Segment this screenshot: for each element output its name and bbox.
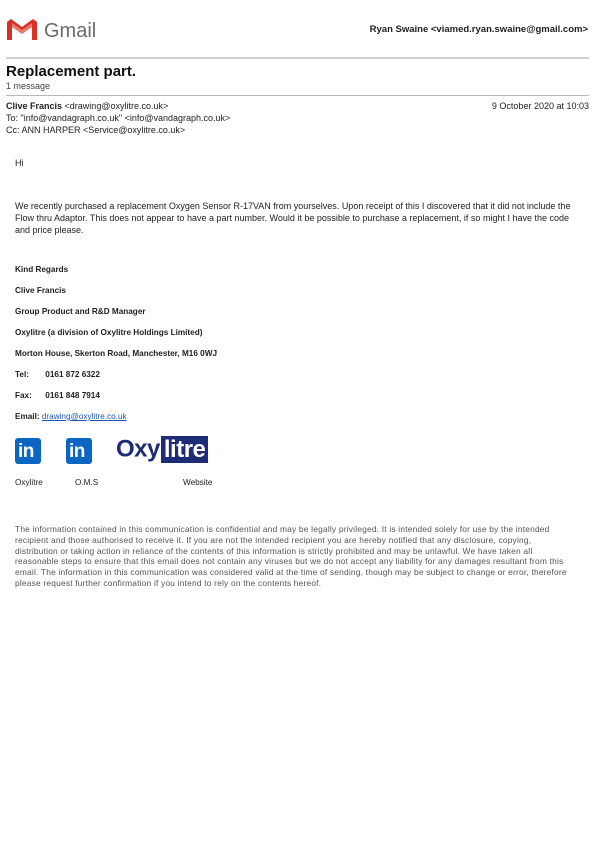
caption-oxylitre: Oxylitre bbox=[15, 478, 43, 487]
signature-fax bbox=[15, 391, 100, 400]
tel-label: Tel: bbox=[15, 370, 29, 379]
signature-name: Clive Francis bbox=[15, 286, 66, 295]
oxylitre-logo[interactable] bbox=[116, 435, 208, 463]
email-link[interactable]: drawing@oxylitre.co.uk bbox=[41, 412, 127, 421]
logo-text-oxy: Oxy bbox=[116, 435, 160, 463]
message-date: 9 October 2020 at 10:03 bbox=[491, 101, 589, 111]
signature-title: Group Product and R&D Manager bbox=[15, 307, 146, 316]
sender-name: Clive Francis bbox=[6, 101, 63, 111]
gmail-wordmark: Gmail bbox=[44, 20, 97, 41]
message-greeting: Hi bbox=[15, 158, 24, 168]
header-divider bbox=[6, 57, 589, 59]
signature-regards: Kind Regards bbox=[15, 265, 69, 274]
account-label: Ryan Swaine <viamed.ryan.swaine@gmail.com> bbox=[369, 24, 588, 35]
signature-email bbox=[15, 412, 127, 421]
recipient-to: To: "info@vandagraph.co.uk" <info@vandagraph.co.uk> bbox=[6, 113, 231, 123]
linkedin-icon[interactable]: in bbox=[15, 438, 41, 464]
sender-email: <drawing@oxylitre.co.uk> bbox=[64, 101, 169, 111]
sender-row bbox=[6, 101, 168, 111]
message-count: 1 message bbox=[6, 81, 51, 91]
message-body: We recently purchased a replacement Oxygen Sensor R-17VAN from yourselves. Upon receipt of this I discovered that it did not include the Flow thru Adaptor. This does not appear to have a part number. Would it be possible to purchase a replacement, if so might I have the code and price please. bbox=[15, 201, 571, 236]
email-label: Email: bbox=[15, 412, 40, 421]
linkedin-icon[interactable]: in bbox=[66, 438, 92, 464]
logo-text-litre: litre bbox=[161, 436, 209, 463]
recipient-cc: Cc: ANN HARPER <Service@oxylitre.co.uk> bbox=[6, 125, 186, 135]
thread-subject: Replacement part. bbox=[6, 63, 137, 80]
fax-label: Fax: bbox=[15, 391, 32, 400]
tel-value: 0161 872 6322 bbox=[45, 370, 100, 379]
signature-company: Oxylitre (a division of Oxylitre Holdings Limited) bbox=[15, 328, 203, 337]
caption-oms: O.M.S bbox=[75, 478, 99, 487]
legal-disclaimer: The information contained in this communication is confidential and may be legally privileged. It is intended solely for use by the intended recipient and those authorised to receive it. If you are not the intended recipient you are hereby notified that any disclosure, copying, distribution or taking action in reliance of the contents of this information is strictly prohibited and may be unlawful. We have taken all reasonable steps to ensure that this email does not contain any viruses but we do not accept any liability for any damages resultant from this email. The information in this communication was considered valid at the time of sending, though may be subject to change or error, therefore please request further confirmation if you intend to rely on the contents hereof. bbox=[15, 524, 567, 588]
fax-value: 0161 848 7914 bbox=[45, 391, 100, 400]
gmail-envelope-icon bbox=[6, 17, 102, 41]
signature-tel bbox=[15, 370, 100, 379]
caption-website: Website bbox=[183, 478, 213, 487]
signature-address: Morton House, Skerton Road, Manchester, M16 0WJ bbox=[15, 349, 217, 358]
thread-divider bbox=[6, 95, 589, 96]
gmail-logo[interactable] bbox=[6, 17, 102, 41]
